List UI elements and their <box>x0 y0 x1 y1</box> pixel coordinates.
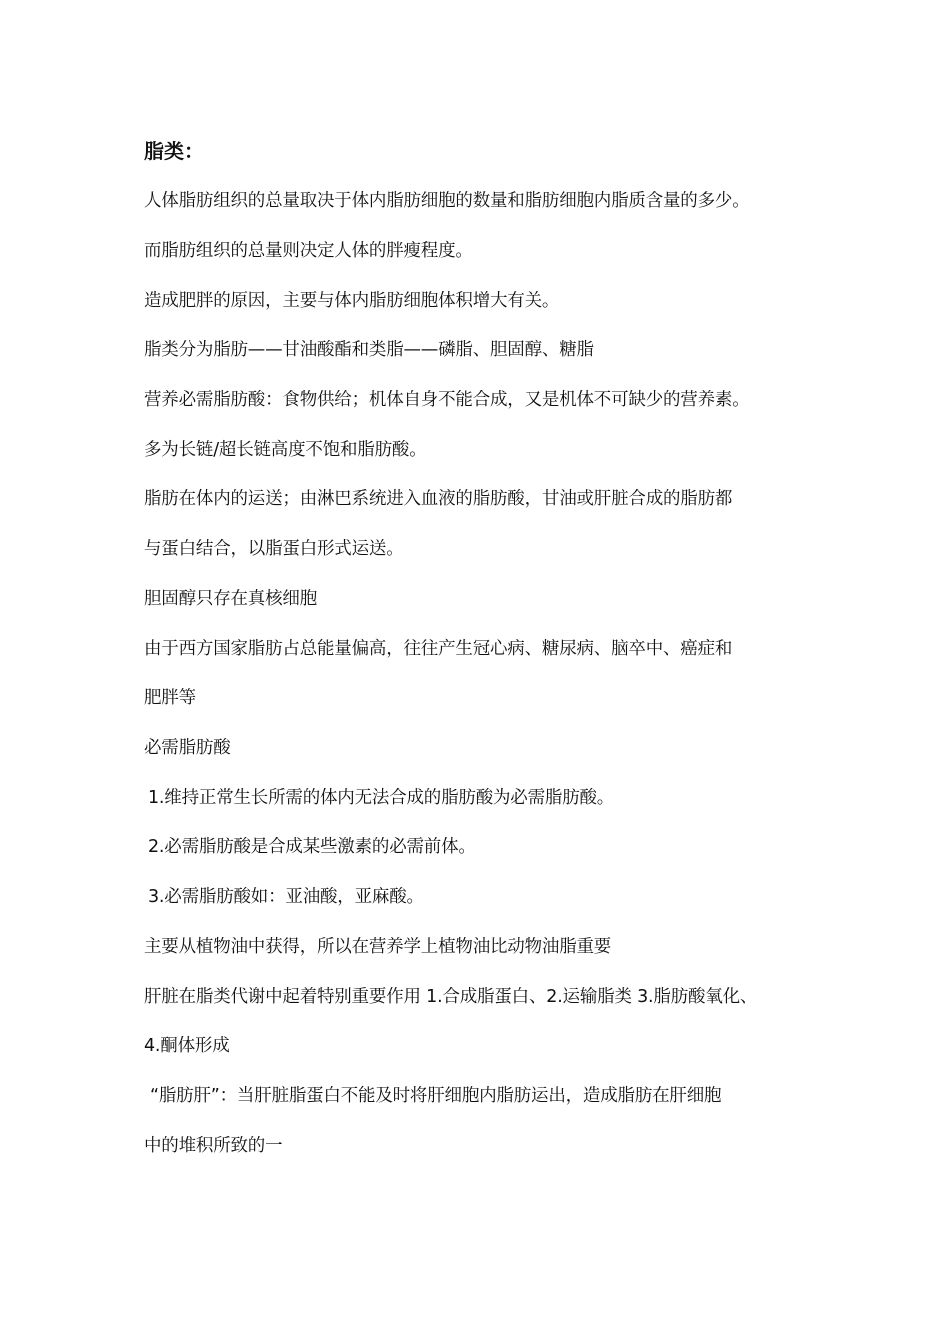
paragraph-line: 4.酮体形成 <box>144 1036 230 1056</box>
paragraph-line: 多为长链/超长链高度不饱和脂肪酸。 <box>144 440 427 460</box>
section-heading: 脂类： <box>144 139 204 163</box>
paragraph-line: 主要从植物油中获得，所以在营养学上植物油比动物油脂重要 <box>144 937 612 957</box>
paragraph-line: 脂类分为脂肪——甘油酸酯和类脂——磷脂、胆固醇、糖脂 <box>144 340 594 360</box>
paragraph-line: 营养必需脂肪酸：食物供给；机体自身不能合成，又是机体不可缺少的营养素。 <box>144 390 750 410</box>
paragraph-line: 肝脏在脂类代谢中起着特别重要作用 1.合成脂蛋白、2.运输脂类 3.脂肪酸氧化、 <box>144 987 758 1007</box>
paragraph-line: 肥胖等 <box>144 688 196 708</box>
paragraph-line: 人体脂肪组织的总量取决于体内脂肪细胞的数量和脂肪细胞内脂质含量的多少。 <box>144 191 750 211</box>
paragraph-line: 与蛋白结合，以脂蛋白形式运送。 <box>144 539 404 559</box>
paragraph-line: “脂肪肝”：当肝脏脂蛋白不能及时将肝细胞内脂肪运出，造成脂肪在肝细胞 <box>150 1086 722 1106</box>
paragraph-line: 中的堆积所致的一 <box>144 1136 283 1156</box>
paragraph-line: 胆固醇只存在真核细胞 <box>144 589 317 609</box>
paragraph-line: 而脂肪组织的总量则决定人体的胖瘦程度。 <box>144 241 473 261</box>
list-item: 3.必需脂肪酸如：亚油酸，亚麻酸。 <box>148 887 424 907</box>
list-item: 1.维持正常生长所需的体内无法合成的脂肪酸为必需脂肪酸。 <box>148 788 615 808</box>
paragraph-line: 造成肥胖的原因，主要与体内脂肪细胞体积增大有关。 <box>144 291 560 311</box>
paragraph-line: 必需脂肪酸 <box>144 738 231 758</box>
paragraph-line: 脂肪在体内的运送；由淋巴系统进入血液的脂肪酸，甘油或肝脏合成的脂肪都 <box>144 489 733 509</box>
list-item: 2.必需脂肪酸是合成某些激素的必需前体。 <box>148 837 476 857</box>
paragraph-line: 由于西方国家脂肪占总能量偏高，往往产生冠心病、糖尿病、脑卒中、癌症和 <box>144 639 733 659</box>
